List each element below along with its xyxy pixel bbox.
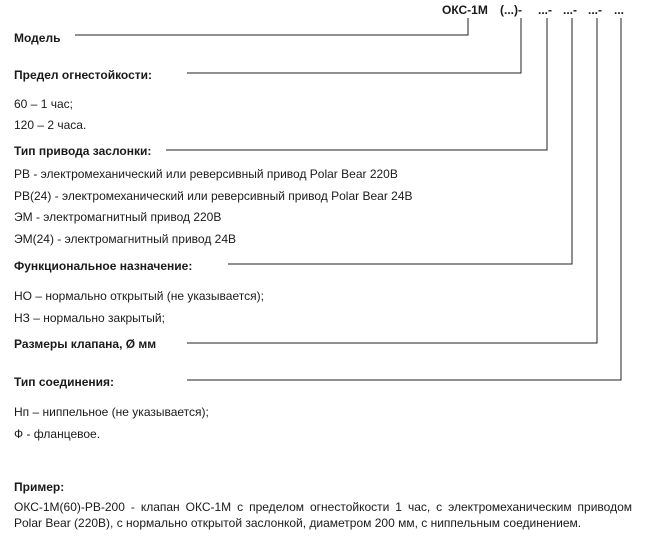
- connection-option: Ф - фланцевое.: [14, 427, 101, 441]
- fire-connector: [187, 18, 521, 73]
- function-option: НЗ – нормально закрытый;: [14, 311, 165, 325]
- drive-connector: [166, 18, 547, 150]
- drive-option: ЭМ(24) - электромагнитный привод 24В: [14, 232, 237, 246]
- connection-option: Нп – ниппельное (не указывается);: [14, 405, 209, 419]
- code-size-slot: ...-: [588, 3, 602, 17]
- model-connector: [75, 18, 468, 35]
- code-drive-slot: ...-: [538, 3, 552, 17]
- drive-option: ЭМ - электромагнитный привод 220В: [14, 210, 222, 224]
- fire-option: 60 – 1 час;: [14, 97, 73, 111]
- example-heading: Пример:: [14, 480, 65, 494]
- code-fire-slot: (...)-: [500, 3, 522, 17]
- drive-option: РВ - электромеханический или реверсивный привод Polar Bear 220В: [14, 167, 398, 181]
- code-base: ОКС-1М: [442, 3, 488, 17]
- function-option: НО – нормально открытый (не указывается);: [14, 289, 264, 303]
- fire-option: 120 – 2 часа.: [14, 118, 87, 132]
- connection-heading: Тип соединения:: [14, 375, 115, 389]
- function-connector: [228, 18, 572, 264]
- function-heading: Функциональное назначение:: [14, 259, 193, 273]
- code-function-slot: ...-: [563, 3, 577, 17]
- example-text: ОКС-1М(60)-РВ-200 - клапан ОКС-1М с пределом огнестойкости 1 час, с электромеханическим приводом Polar Bear (220В), с нормально открытой заслонкой, диаметром 200 мм, с ниппельным соединением.: [14, 500, 632, 530]
- drive-option: РВ(24) - электромеханический или реверсивный привод Polar Bear 24В: [14, 189, 413, 203]
- model-heading: Модель: [14, 31, 61, 45]
- fire-heading: Предел огнестойкости:: [14, 68, 153, 82]
- drive-heading: Тип привода заслонки:: [14, 144, 152, 158]
- code-connection-slot: ...: [614, 3, 625, 17]
- size-heading: Размеры клапана, Ø мм: [14, 337, 157, 351]
